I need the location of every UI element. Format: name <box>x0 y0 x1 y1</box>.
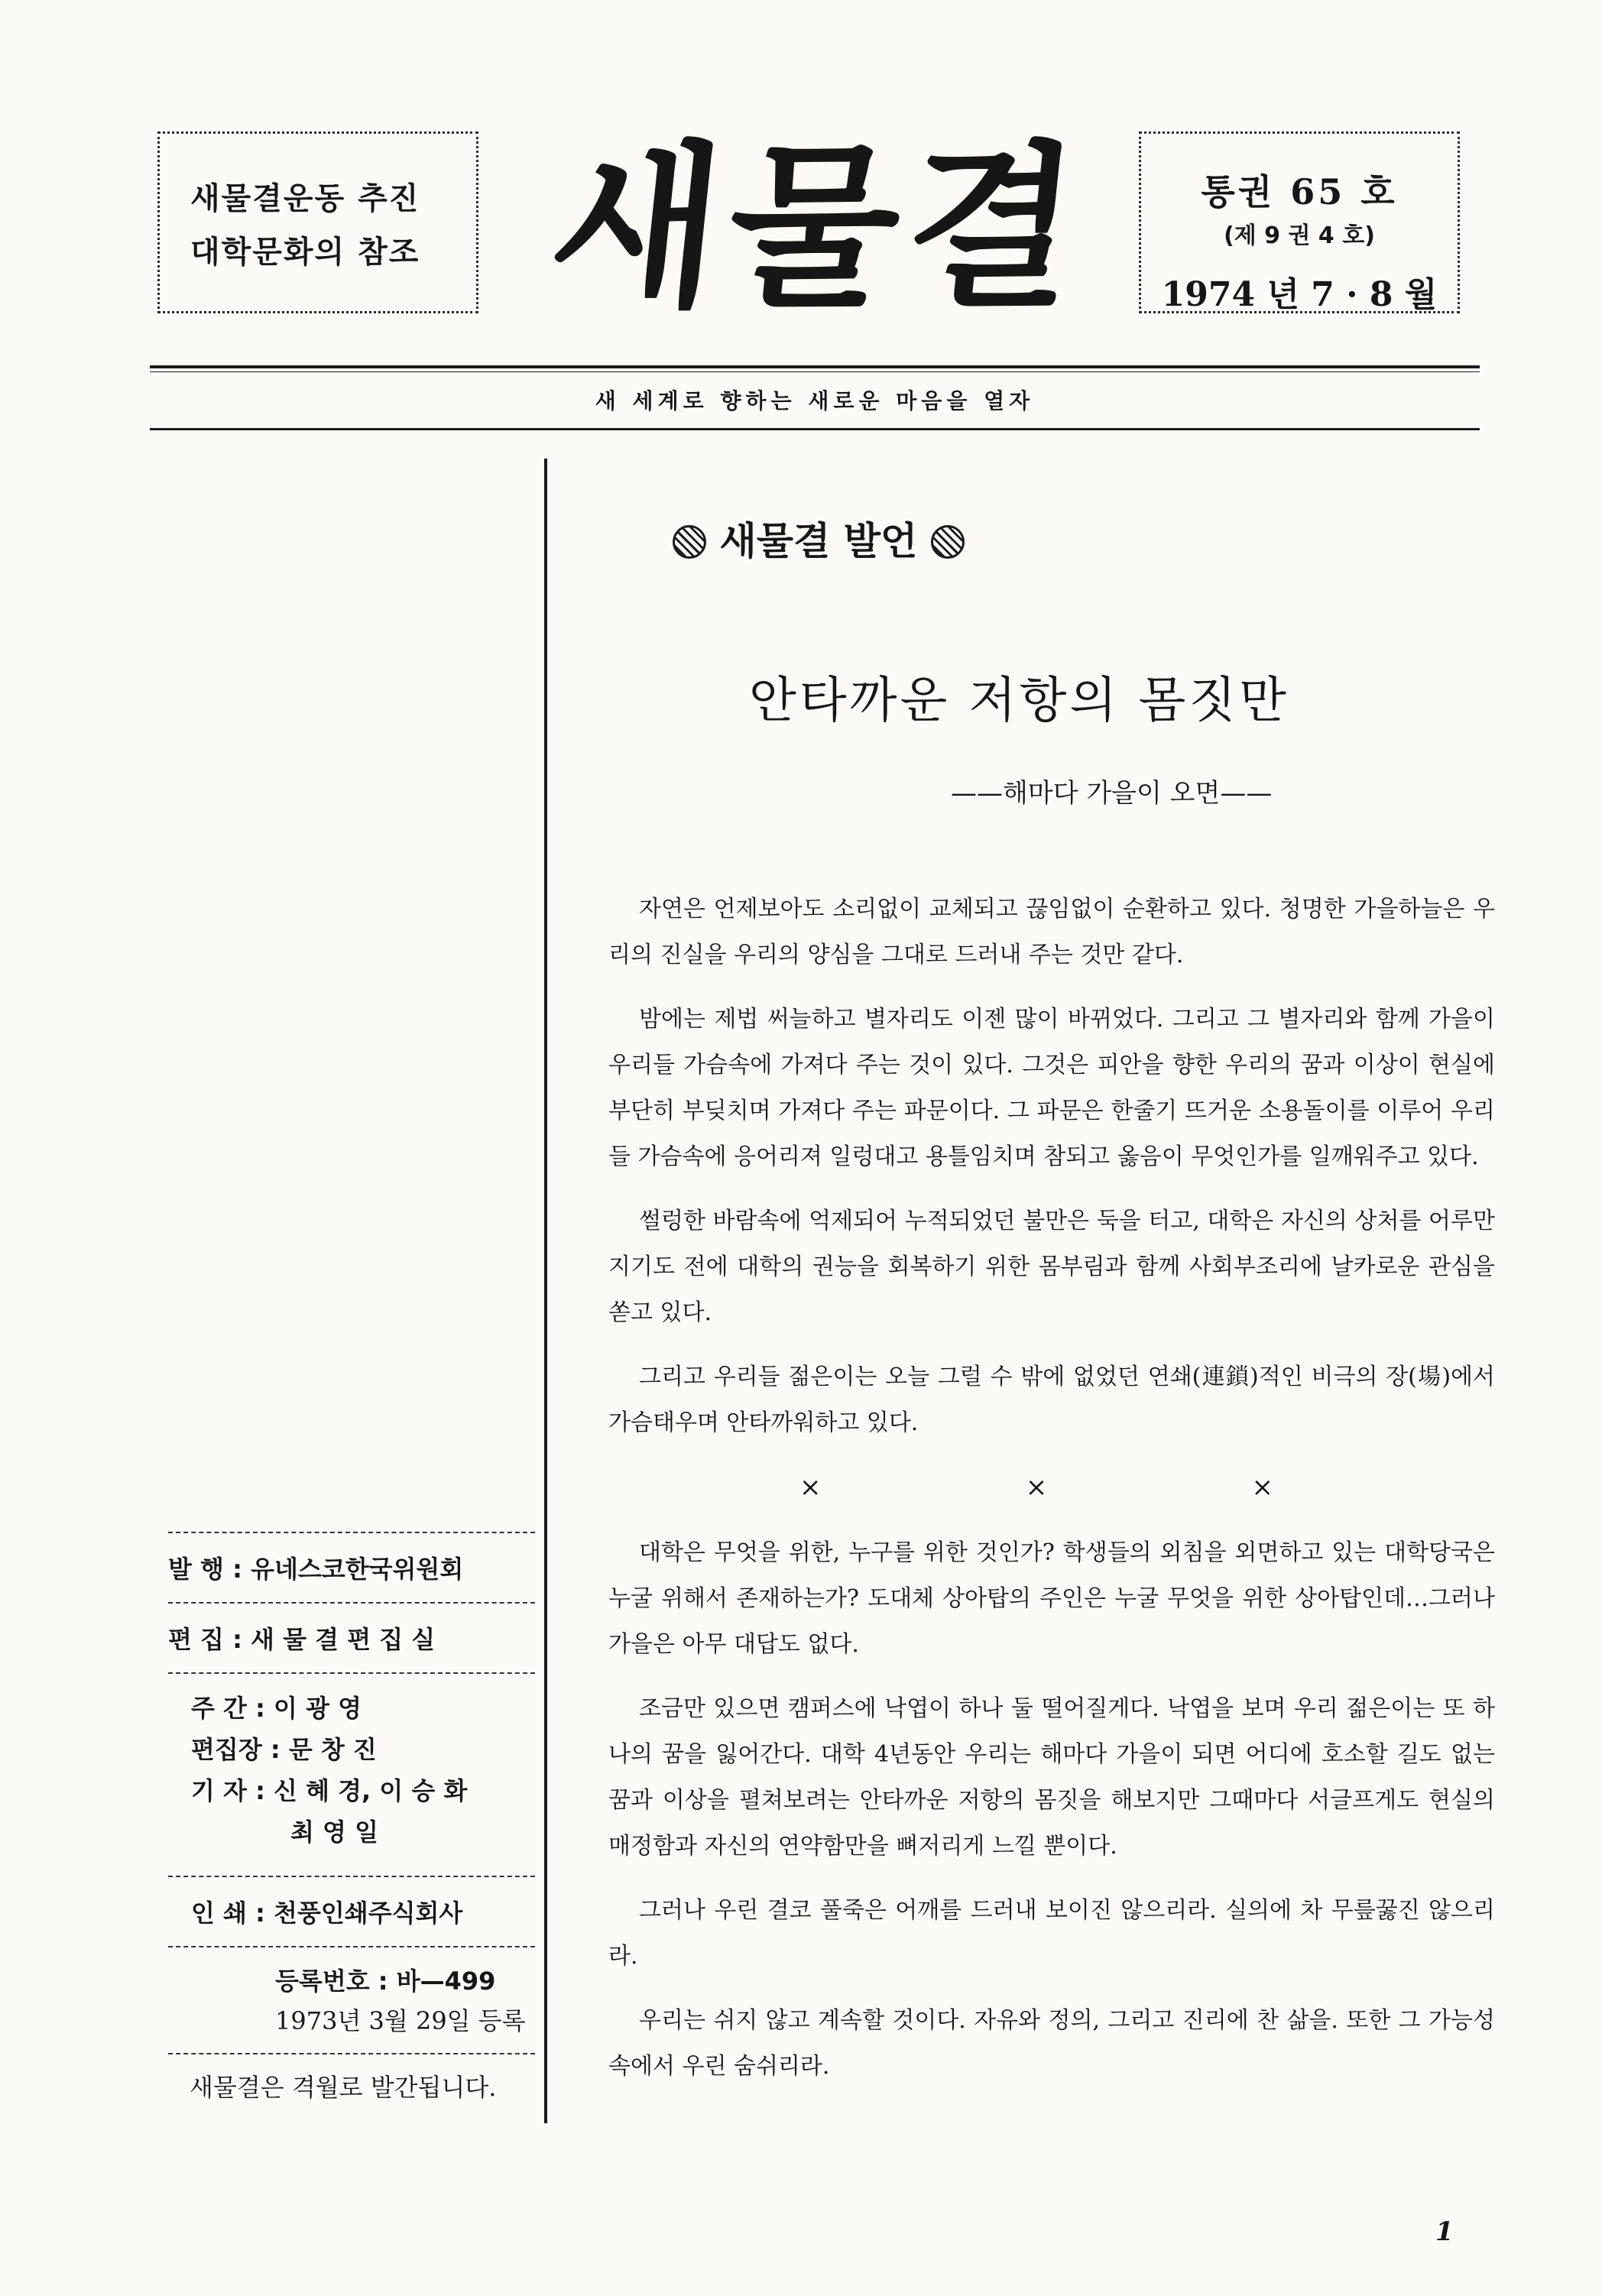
publication-note: 새물결은 격월로 발간됩니다. <box>190 2073 497 2102</box>
issue-number: 통권 65 호 <box>1201 171 1398 212</box>
column-divider <box>544 459 547 2123</box>
staff-editor-in-chief: 주 간 : 이 광 영 <box>191 1694 362 1723</box>
issue-volume: (제 9 권 4 호) <box>1224 222 1375 249</box>
registration-number: 등록번호 : 바—499 <box>275 1967 496 1996</box>
colophon-rule <box>168 1876 535 1877</box>
printer: 인 쇄 : 천풍인쇄주식회사 <box>191 1899 463 1928</box>
paragraph: 대학은 무엇을 위한, 누구를 위한 것인가? 학생들의 외침을 외면하고 있는 대학당국은 누굴 위해서 존재하는가? 도대체 상아탑의 주인은 누굴 무엇을 위한 상아탑인데…그러나 가을은 아무 대답도 없다. <box>608 1539 1495 1658</box>
motto-line-1: 새물결운동 추진 <box>190 181 420 216</box>
slogan: 새 세계로 향하는 새로운 마음을 열자 <box>595 388 1035 413</box>
paragraph: 썰렁한 바람속에 억제되어 누적되었던 불만은 둑을 터고, 대학은 자신의 상처를 어루만지기도 전에 대학의 권능을 회복하기 위한 몸부림과 함께 사회부조리에 날카로운 관심을 쏟고 있다. <box>608 1208 1495 1326</box>
masthead-title: 새물결 <box>540 127 1095 331</box>
hatched-circle-icon <box>931 525 965 559</box>
motto-line-2: 대학문화의 참조 <box>190 235 420 270</box>
colophon-rule <box>168 1946 535 1947</box>
motto-box <box>157 131 478 313</box>
paragraph: 조금만 있으면 캠퍼스에 낙엽이 하나 둘 떨어질게다. 낙엽을 보며 우리 젊은이는 또 하나의 꿈을 잃어간다. 대학 4년동안 우리는 해마다 가을이 되면 어디에 호소할 길도 없는 꿈과 이상을 펼쳐보려는 안타까운 저항의 몸짓을 해보지만 그때마다 서글프게도 현실의 매정함과 자신의 연약함만을 뼈저리게 느낄 뿐이다. <box>608 1695 1495 1860</box>
column-label: 새물결 발언 <box>719 519 918 563</box>
paragraph: 그러나 우린 결코 풀죽은 어깨를 드러내 보이진 않으리라. 실의에 차 무릎꿇진 않으리라. <box>608 1897 1495 1970</box>
publisher: 발 행 : 유네스코한국위원회 <box>168 1555 464 1584</box>
hatched-circle-icon <box>673 525 706 559</box>
colophon-rule <box>168 1602 535 1604</box>
paragraph: 그리고 우리들 젊은이는 오늘 그럴 수 밖에 없었던 연쇄(連鎖)적인 비극의 장(場)에서 가슴태우며 안타까워하고 있다. <box>608 1364 1495 1436</box>
staff-reporters: 기 자 : 신 혜 경, 이 승 화 <box>191 1776 468 1805</box>
separator-mark: × <box>1025 1472 1048 1503</box>
section-separator <box>799 1464 1273 1510</box>
header-rule-thick <box>150 365 1480 368</box>
article-body <box>608 887 1495 2108</box>
page-number: 1 <box>1435 2217 1454 2247</box>
paragraph: 우리는 쉬지 않고 계속할 것이다. 자유와 정의, 그리고 진리에 찬 삶을. 또한 그 가능성속에서 우린 숨쉬리라. <box>608 2007 1495 2080</box>
issue-date: 1974 년 7 · 8 월 <box>1161 275 1438 314</box>
colophon <box>168 1532 535 2103</box>
colophon-rule <box>168 1532 535 1533</box>
staff-reporters-cont: 최 영 일 <box>290 1818 379 1847</box>
editor: 편 집 : 새 물 결 편 집 실 <box>168 1625 436 1654</box>
header-rule-thin <box>150 371 1480 372</box>
colophon-rule <box>168 1672 535 1674</box>
separator-mark: × <box>799 1472 822 1503</box>
colophon-rule <box>168 2053 535 2054</box>
slogan-rule <box>150 428 1480 430</box>
registration-date: 1973년 3월 29일 등록 <box>275 2006 526 2035</box>
article-title: 안타까운 저항의 몸짓만 <box>749 673 1289 729</box>
article-subtitle: ——해마다 가을이 오면—— <box>951 778 1273 809</box>
column-heading <box>673 511 1131 566</box>
paragraph: 자연은 언제보아도 소리없이 교체되고 끊임없이 순환하고 있다. 청명한 가을하늘은 우리의 진실을 우리의 양심을 그대로 드러내 주는 것만 같다. <box>608 896 1495 968</box>
paragraph: 밤에는 제법 써늘하고 별자리도 이젠 많이 바뀌었다. 그리고 그 별자리와 함께 가을이 우리들 가슴속에 가져다 주는 것이 있다. 그것은 피안을 향한 우리의 꿈과 이상이 현실에 부단히 부딪치며 가져다 주는 파문이다. 그 파문은 한줄기 뜨거운 소용돌이를 이루어 우리들 가슴속에 응어리져 일렁대고 용틀임치며 참되고 옳음이 무엇인가를 일깨워주고 있다. <box>608 1006 1495 1170</box>
separator-mark: × <box>1251 1472 1273 1503</box>
issue-box <box>1139 131 1460 313</box>
staff-chief-editor: 편집장 : 문 창 진 <box>191 1735 377 1764</box>
